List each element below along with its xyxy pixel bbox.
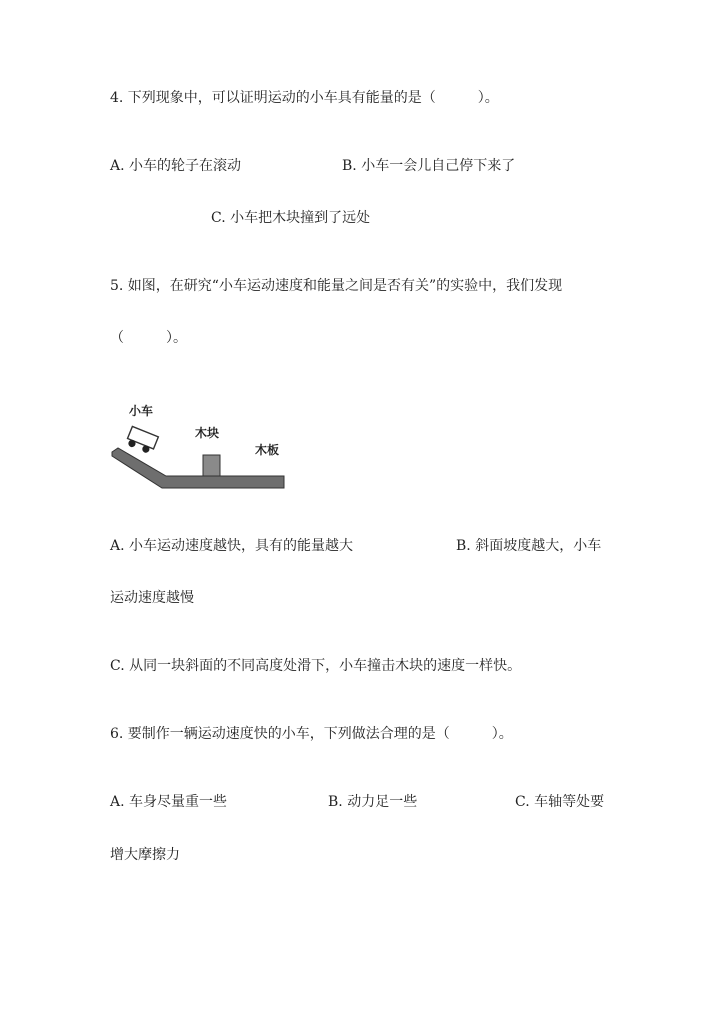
question-5-option-b-continued: 运动速度越慢	[110, 590, 194, 606]
question-5-option-b: B. 斜面坡度越大，小车	[456, 538, 602, 554]
question-6-stem: 6. 要制作一辆运动速度快的小车，下列做法合理的是（ ）。	[110, 726, 513, 742]
question-4-option-b: B. 小车一会儿自己停下来了	[342, 158, 516, 174]
label-board: 木板	[255, 443, 280, 457]
wood-block-shape	[203, 455, 220, 476]
question-6-option-b: B. 动力足一些	[328, 794, 418, 810]
question-5-stem-line-1: 5. 如图，在研究“小车运动速度和能量之间是否有关”的实验中，我们发现	[110, 278, 563, 294]
question-6-option-c-continued: 增大摩擦力	[110, 847, 180, 863]
question-4-option-c: C. 小车把木块撞到了远处	[211, 210, 371, 226]
question-5-option-c: C. 从同一块斜面的不同高度处滑下，小车撞击木块的速度一样快。	[110, 658, 522, 674]
question-6-option-c: C. 车轴等处要	[515, 794, 605, 810]
label-block: 木块	[195, 426, 220, 440]
question-5-option-a: A. 小车运动速度越快，具有的能量越大	[110, 538, 354, 554]
question-4-option-a: A. 小车的轮子在滚动	[110, 158, 242, 174]
question-5-stem-line-2: （ ）。	[110, 330, 187, 346]
experiment-diagram	[104, 394, 294, 494]
question-6-option-a: A. 车身尽量重一些	[110, 794, 228, 810]
question-4-stem: 4. 下列现象中，可以证明运动的小车具有能量的是（ ）。	[110, 90, 499, 106]
label-car: 小车	[129, 404, 154, 418]
car-icon	[125, 426, 158, 455]
